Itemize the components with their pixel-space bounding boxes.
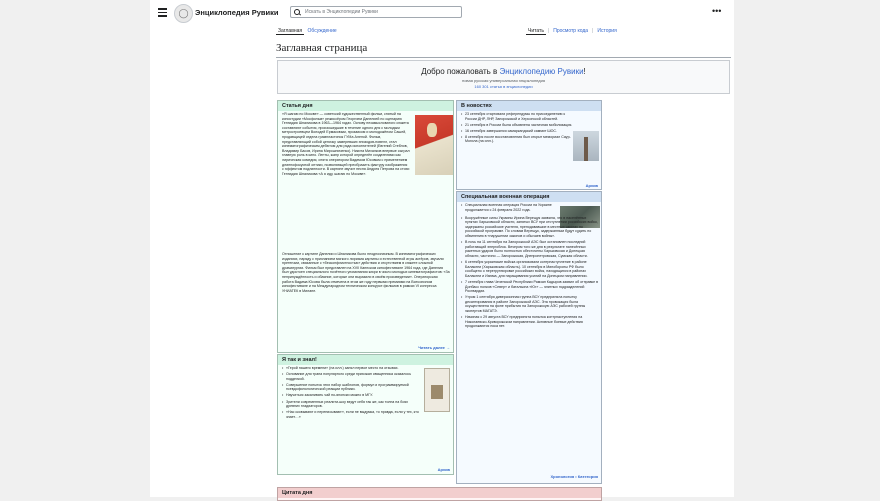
quote-of-day-box xyxy=(277,487,602,501)
page xyxy=(150,0,734,497)
welcome-banner xyxy=(277,60,730,94)
special-operation-box xyxy=(456,191,602,484)
site-title[interactable]: Энциклопедия Рувики xyxy=(195,8,279,17)
welcome-heading: Добро пожаловать в Энциклопедию Рувики! xyxy=(421,67,586,76)
list-item: • Вооружённые силы Украины Ирина Верещук заявила, что в населённых пунктах Харьковской области, занятых ВСУ при отступлении российских войск, задержаны российские учителя, преподававшие в местных школах по российской программе. По словам Верещук, задержанным будут судить по обвинению в «нарушении законов и обычаев войны». xyxy=(461,216,599,239)
tab-read[interactable]: Читать xyxy=(528,28,544,34)
list-item: • 23 сентября стартовали референдумы по присоединению к России ДНР, ЛНР, Запорожской и Херсонской областей. xyxy=(461,112,573,121)
tab-discussion[interactable]: Обсуждение xyxy=(307,28,337,34)
tab-view-source[interactable]: Просмотр кода xyxy=(553,28,589,34)
list-item: • Утром 1 сентября диверсионная группа ВСУ предприняла попытку десантирования в районе Запорожской АЭС. Эта провокация была осуществлена на фоне прибытия на Запорожскую АЭС рабочей группы экспертов МАГАТЭ. xyxy=(461,295,599,313)
quote-of-day-heading: Цитата дня xyxy=(278,488,601,498)
article-of-day-text-2 xyxy=(278,251,454,296)
tab-separator: | xyxy=(592,28,594,34)
article-paragraph-1: «Я шагаю по Москве» — советский художественный фильм, снятый на киностудии «Мосфильм» режиссёром Георгием Данелией по сценарию Геннадия Шпаликова в 1963—1964 годах. Основу незамысловатого сюжета составляют события, произошедшие в течение одного дня с молодым метростроевцем Володей Ермаковым, прозаиком и молодожёном Сашей, продавщицей отдела грампластинок ГУМа Аленой. Фильм, представляющий собой цепочку замеревших эпизодов-новелл, стал кинематографическим дебютом для ряда исполнителей (Евгений Стеблов, Владимир Басов, Ирина Мирошниченко). Никита Михалков впервые сыграл главную роль в кино. Ленты, жанр которой определён создателями как лирическая комедия, снята оператором Вадимом Юсовым с применением длиннофокусной оптики, позволяющей преобразить фактуру изображения с эффектом подлинности. В картине звучит песня Андрея Петрова на стихи Геннадия Шпаликова «А я иду, шагаю по Москве». xyxy=(282,112,410,176)
article-of-day-heading: Статья дня xyxy=(278,101,453,111)
header xyxy=(150,0,734,28)
article-of-day-text xyxy=(278,111,414,179)
special-operation-list-top xyxy=(457,202,565,215)
list-item: • 8 сентября после восстановления был открыт мемориал Саур-Могила (на илл.). xyxy=(461,135,573,144)
welcome-subtitle: новая русская универсальная энциклопедия xyxy=(461,78,546,83)
tab-separator: | xyxy=(547,28,550,34)
list-item: • «Нас сковывают и переписывают», если не выдумка, то правда, если у тех, кто знает…» xyxy=(282,410,420,419)
special-operation-heading: Специальная военная операция xyxy=(457,192,601,202)
did-you-know-archive-link[interactable]: Архив xyxy=(437,467,450,472)
did-you-know-heading: Я так и знал! xyxy=(278,355,453,365)
news-box xyxy=(456,100,602,190)
list-item: • «Герой нашего времени» (на илл.) занял первое место на отзывах. xyxy=(282,366,420,371)
did-you-know-list xyxy=(278,365,424,422)
memorial-image[interactable] xyxy=(573,131,599,161)
did-you-know-box xyxy=(277,354,454,475)
search-input[interactable] xyxy=(290,6,462,18)
search-icon xyxy=(294,9,300,15)
chronology-links[interactable]: Хронология • Категория xyxy=(550,474,598,479)
namespace-tabs xyxy=(276,28,339,35)
list-item: • Специальная военная операция России на Украине продолжается с 24 февраля 2022 года. xyxy=(461,203,561,212)
list-item: • Начиная с 29 августа ВСУ предпринята попытка контрнаступления на Николаевско-Криворожском направлении. Активные боевые действия продолжаются пока нет. xyxy=(461,315,599,329)
hamburger-menu-icon[interactable] xyxy=(158,8,167,17)
page-title: Заглавная страница xyxy=(276,42,368,54)
article-of-day-box xyxy=(277,100,454,353)
view-tabs xyxy=(526,28,619,35)
title-divider xyxy=(276,57,731,58)
tab-history[interactable]: История xyxy=(597,28,617,34)
list-item: • Зрители современных реалити-шоу ведут себя так же, как толпа на боях древних гладиаторов. xyxy=(282,400,420,409)
special-operation-list xyxy=(457,215,603,332)
read-more-link[interactable]: Читать далее → xyxy=(418,345,450,350)
list-item: • Основание для трапа популярного среди прихожан священника оказалось подделкой. xyxy=(282,372,420,381)
search-placeholder: Искать в Энциклопедии Рувики xyxy=(305,9,378,15)
article-paragraph-2: Отношение к картине Данелии и Шпаликова было неоднозначным. В кинематографических изданиях, наряду с признанием мягкого лиризма картины и естественной игры актёров, звучали претензии, связанные с «бесконфликтностью» действия и отсутствием в сюжете сложной драматургии. Фильм был представлен на XVII Каннском кинофестивале 1964 года, где Данелия был удостоен специального почётного упоминания жюри в число молодых кинематографистов: «За непринуждённость и обаяние, которые они выразили в своём произведении». Операторская работа Вадима Юсова была отмечена в этом же году первыми премиями на Всесоюзном кинофестивале и на Международном техническом конкурсе фильмов в рамках VI конгресса УНИАТЕК в Милане. xyxy=(282,252,450,293)
list-item: • 6 сентября украинские войска организовали контрнаступление в районе Балаклеи (Харьковская область). 10 сентября в Минобороны РФ было сообщено о перегруппировке российских войск, находящихся в районах Балаклеи и Изюма, для наращивания усилий на Донецком направлении. xyxy=(461,260,599,278)
welcome-link[interactable]: Энциклопедию Рувики xyxy=(499,67,584,76)
news-heading: В новостях xyxy=(457,101,601,111)
list-item: • 16 сентября завершился самаркандский саммит ШОС. xyxy=(461,129,573,134)
article-count[interactable]: 160 301 статья в энциклопедии xyxy=(474,84,533,89)
list-item: • В ночь на 11 сентября на Запорожской АЭС был остановлен последний работающий энергоблок. Вечером того же дня в результате нанесённых ракетных ударов было полностью обесточены Харьковская и Донецкая области, частично — Запорожская, Днепропетровская, Сумская области. xyxy=(461,240,599,258)
site-logo[interactable]: ◯ xyxy=(174,4,193,23)
list-item: • 7 сентября глава Чеченской Республики Рамзан Кадыров заявил об отправке в Донбасс полков «Север» и батальона «Юг» — элитных подразделений Росгвардии. xyxy=(461,280,599,294)
book-image[interactable] xyxy=(424,368,450,412)
list-item: • Совершение попыток этих набор шаблонов, формул и программируемой псевдофилологической реакции публики. xyxy=(282,383,420,392)
news-archive-link[interactable]: Архив xyxy=(585,183,598,188)
list-item: • 21 сентября в России была объявлена частичная мобилизация. xyxy=(461,123,573,128)
news-list xyxy=(457,111,577,147)
more-options-icon[interactable]: ••• xyxy=(712,6,722,16)
list-item: • Научиться закаливать чай по-японски можно в МГУ. xyxy=(282,393,420,398)
film-poster-image[interactable] xyxy=(415,115,453,175)
tab-main-page[interactable]: Заглавная xyxy=(278,28,303,34)
